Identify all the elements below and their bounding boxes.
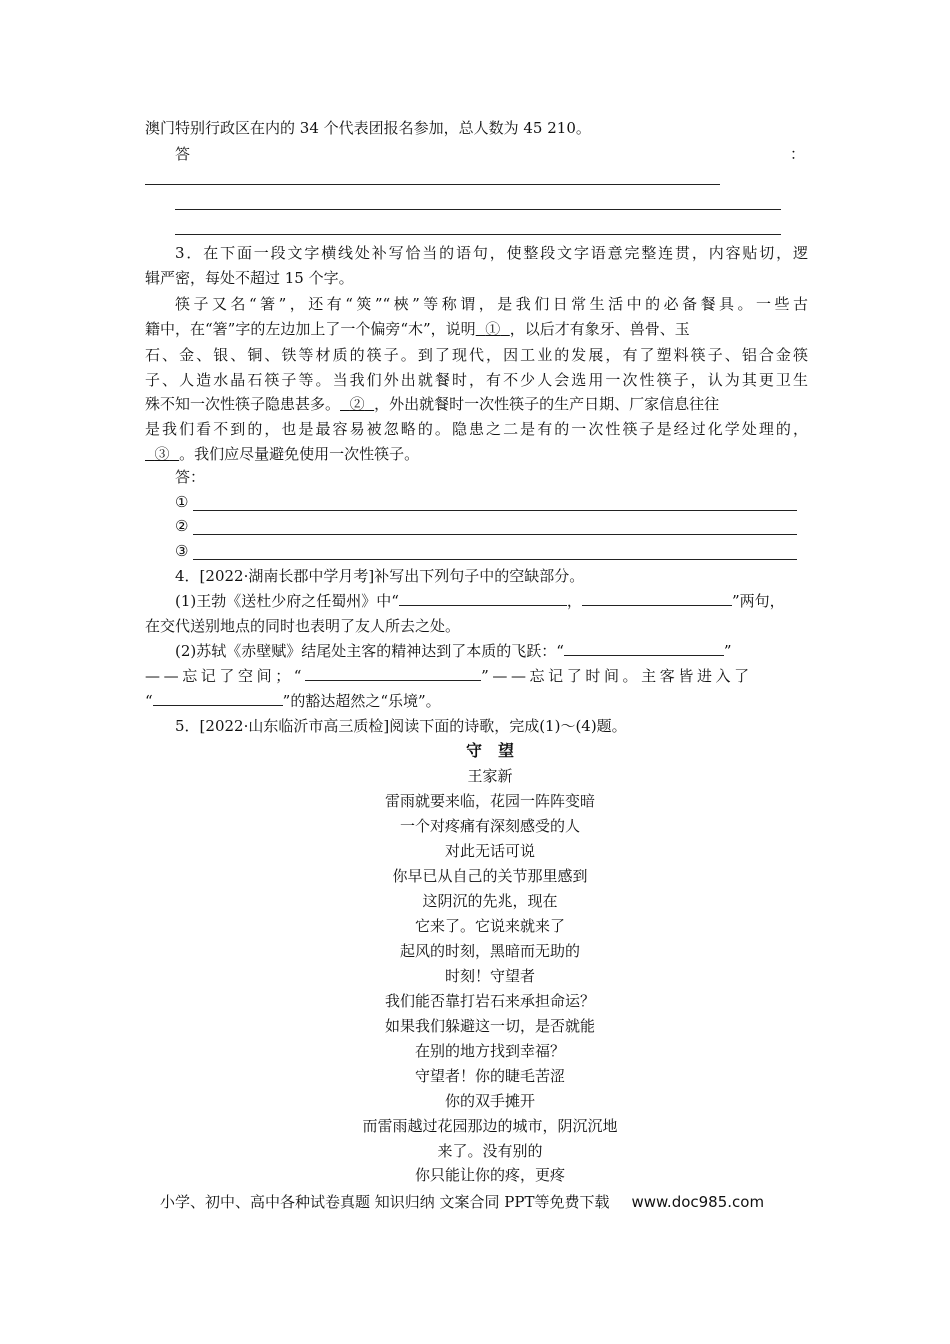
page-footer bbox=[160, 1192, 764, 1212]
q4-item2: (2)苏轼《赤壁赋》结尾处主客的精神达到了本质的飞跃：“ ” bbox=[175, 642, 732, 660]
fill-blank-5[interactable] bbox=[153, 691, 283, 706]
q3-passage-line1: 筷子又名“箸”，还有“筴”“梜”等称谓，是我们日常生活中的必备餐具。一些古 bbox=[175, 295, 808, 313]
q4-item2-end: “ ”的豁达超然之“乐境”。 bbox=[145, 692, 441, 710]
blank-1-marker: ① bbox=[485, 320, 501, 338]
answer-rule-2[interactable] bbox=[175, 209, 781, 210]
answer-rule-3[interactable] bbox=[175, 234, 781, 235]
poem-line: 你只能让你的疼，更疼 bbox=[414, 1166, 565, 1184]
blank-2-marker: ② bbox=[349, 395, 365, 413]
q3-answer-label: 答： bbox=[175, 468, 206, 486]
poem-line: 来了。没有别的 bbox=[437, 1142, 543, 1160]
poem-line: 我们能否靠打岩石来承担命运？ bbox=[384, 992, 595, 1010]
poem-line: 它来了。它说来就来了 bbox=[414, 917, 565, 935]
q4-title: 4．[2022·湖南长郡中学月考]补写出下列句子中的空缺部分。 bbox=[175, 567, 585, 585]
blank-3-marker: ③ bbox=[154, 445, 170, 463]
q3-answer-1-line[interactable] bbox=[193, 510, 797, 511]
answer-colon: ： bbox=[790, 145, 806, 163]
q3-passage-text: 籍中，在“箸”字的左边加上了一个偏旁“木”，说明 bbox=[145, 320, 476, 338]
q3-passage-text: 。我们应尽量避免使用一次性筷子。 bbox=[179, 445, 420, 463]
poem-line: 雷雨就要来临，花园一阵阵变暗 bbox=[384, 792, 595, 810]
q3-passage-line4: 子、人造水晶石筷子等。当我们外出就餐时，有不少人会选用一次性筷子，认为其更卫生 bbox=[145, 371, 808, 389]
poem-line: 起风的时刻，黑暗而无助的 bbox=[399, 942, 580, 960]
poem-line: 在别的地方找到幸福？ bbox=[414, 1042, 565, 1060]
intro-line: 澳门特别行政区在内的 34 个代表团报名参加，总人数为 45 210。 bbox=[145, 119, 591, 137]
q4-item1-cont: 在交代送别地点的同时也表明了友人所去之处。 bbox=[145, 617, 461, 635]
q3-answer-2-line[interactable] bbox=[193, 534, 797, 535]
q3-passage-text: ，以后才有象牙、兽骨、玉 bbox=[509, 320, 690, 338]
q3-passage-line7 bbox=[145, 444, 419, 464]
poem-title: 守 望 bbox=[465, 741, 514, 760]
poem-line: 对此无话可说 bbox=[444, 842, 535, 860]
q3-prompt-line2: 辑严密，每处不超过 15 个字。 bbox=[145, 269, 354, 287]
q4-item1: (1)王勃《送杜少府之任蜀州》中“ ， ”两句， bbox=[175, 592, 785, 610]
answer-rule-1[interactable] bbox=[145, 184, 720, 185]
poem-line: 而雷雨越过花园那边的城市，阴沉沉地 bbox=[362, 1117, 618, 1135]
poem-author: 王家新 bbox=[467, 767, 513, 785]
poem-line: 你早已从自己的关节那里感到 bbox=[392, 867, 588, 885]
q3-passage-line2 bbox=[145, 319, 690, 339]
q3-answer-3-label: ③ bbox=[175, 542, 189, 560]
fill-blank-4[interactable] bbox=[305, 666, 481, 681]
fill-blank-3[interactable] bbox=[564, 641, 724, 656]
q3-answer-2-label: ② bbox=[175, 517, 189, 535]
poem-line: 一个对疼痛有深刻感受的人 bbox=[399, 817, 580, 835]
answer-label: 答 bbox=[175, 145, 191, 163]
poem-line: 这阴沉的先兆，现在 bbox=[422, 892, 558, 910]
q3-answer-1-label: ① bbox=[175, 493, 189, 511]
poem-line: 时刻！守望者 bbox=[444, 967, 535, 985]
q5-title: 5．[2022·山东临沂市高三质检]阅读下面的诗歌，完成(1)～(4)题。 bbox=[175, 717, 627, 735]
fill-blank-2[interactable] bbox=[582, 591, 732, 606]
q3-passage-line6: 是我们看不到的，也是最容易被忽略的。隐患之二是有的一次性筷子是经过化学处理的， bbox=[145, 420, 808, 438]
poem-line: 你的双手摊开 bbox=[444, 1092, 535, 1110]
fill-blank-1[interactable] bbox=[399, 591, 567, 606]
q3-answer-3-line[interactable] bbox=[193, 559, 797, 560]
footer-link[interactable]: www.doc985.com bbox=[631, 1193, 765, 1211]
q3-prompt-line1: 3．在下面一段文字横线处补写恰当的语句，使整段文字语意完整连贯，内容贴切，逻 bbox=[175, 244, 808, 262]
q4-item2-cont: ——忘记了空间；“ ”——忘记了时间。主客皆进入了 bbox=[145, 667, 753, 685]
q3-passage-text: 殊不知一次性筷子隐患甚多。 bbox=[145, 395, 341, 413]
q3-passage-line5 bbox=[145, 394, 719, 414]
poem-line: 如果我们躲避这一切，是否就能 bbox=[384, 1017, 595, 1035]
footer-text: 小学、初中、高中各种试卷真题 知识归纳 文案合同 PPT等免费下载 bbox=[160, 1193, 610, 1211]
q3-passage-line3: 石、金、银、铜、铁等材质的筷子。到了现代，因工业的发展，有了塑料筷子、铝合金筷 bbox=[145, 346, 808, 364]
poem-line: 守望者！你的睫毛苦涩 bbox=[414, 1067, 565, 1085]
q3-passage-text: ，外出就餐时一次性筷子的生产日期、厂家信息往往 bbox=[374, 395, 720, 413]
